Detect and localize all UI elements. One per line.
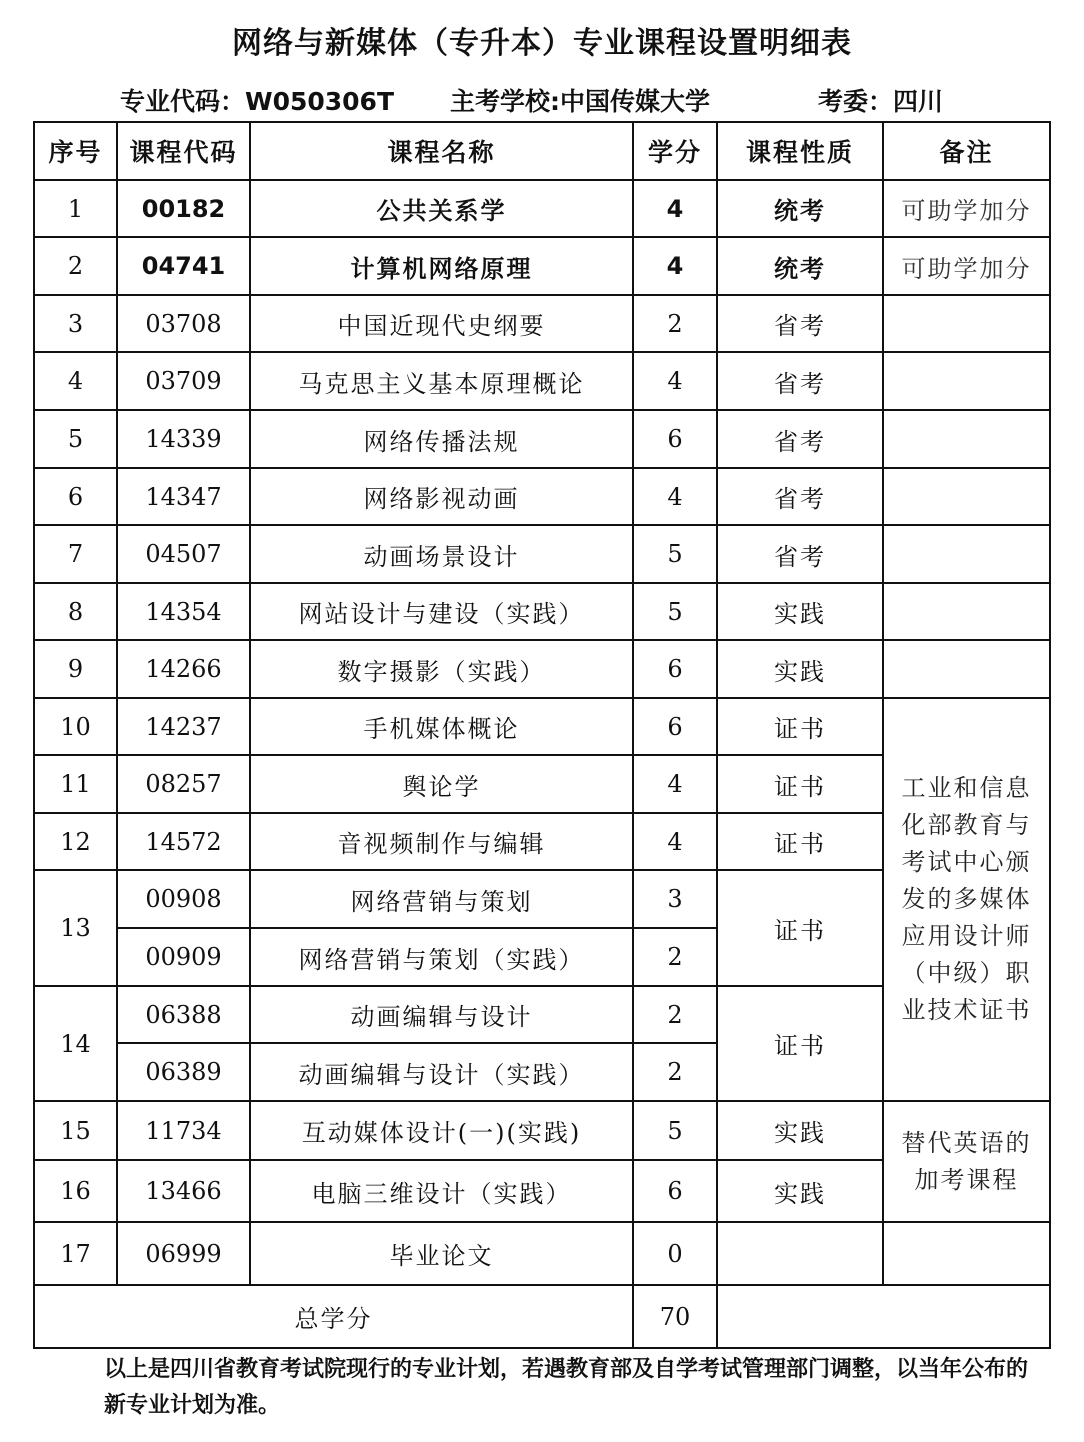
cell-code: 06389 [117,1043,250,1101]
header-type: 课程性质 [717,122,883,180]
cell-no: 1 [34,180,117,237]
table-row [34,352,1050,410]
cell-type: 证书 [717,755,883,813]
cell-code: 03708 [117,295,250,352]
cell-no: 7 [34,525,117,583]
total-label: 总学分 [34,1285,633,1348]
cell-credit: 0 [633,1222,717,1285]
cell-note: 可助学加分 [883,180,1050,237]
cell-credit: 4 [633,352,717,410]
cell-name: 网络影视动画 [250,468,633,525]
cell-name: 动画编辑与设计 [250,986,633,1043]
cell-code: 14347 [117,468,250,525]
cell-name: 电脑三维设计（实践） [250,1160,633,1222]
cell-type: 统考 [717,180,883,237]
cell-credit: 4 [633,468,717,525]
footer-note: 以上是四川省教育考试院现行的专业计划，若遇教育部及自学考试管理部门调整，以当年公布的新专业计划为准。 [104,1357,1029,1418]
cell-type: 省考 [717,525,883,583]
cell-credit: 5 [633,583,717,640]
cell-code: 04741 [117,237,250,295]
cell-credit: 2 [633,986,717,1043]
cell-code: 06999 [117,1222,250,1285]
cell-no: 13 [34,870,117,986]
cell-no: 2 [34,237,117,295]
cell-name: 数字摄影（实践） [250,640,633,698]
cell-no: 10 [34,698,117,755]
cell-credit: 4 [633,180,717,237]
cell-credit: 6 [633,1160,717,1222]
header-code: 课程代码 [117,122,250,180]
cell-type: 实践 [717,1160,883,1222]
cell-credit: 2 [633,1043,717,1101]
cell-type: 省考 [717,468,883,525]
course-table [33,121,1051,1349]
cell-code: 14237 [117,698,250,755]
table-row [34,295,1050,352]
cell-note [883,1222,1050,1285]
cell-type: 实践 [717,640,883,698]
table-row [34,180,1050,237]
cell-type: 省考 [717,295,883,352]
cell-no: 11 [34,755,117,813]
cell-credit: 6 [633,640,717,698]
header-note: 备注 [883,122,1050,180]
cell-credit: 6 [633,698,717,755]
table-row [34,1222,1050,1285]
cell-code: 00182 [117,180,250,237]
cell-type: 证书 [717,698,883,755]
cell-type: 实践 [717,583,883,640]
cell-credit: 2 [633,295,717,352]
cell-no: 4 [34,352,117,410]
cell-name: 手机媒体概论 [250,698,633,755]
total-empty [717,1285,1050,1348]
cell-name: 网络营销与策划 [250,870,633,928]
cell-credit: 2 [633,928,717,986]
cell-code: 06388 [117,986,250,1043]
cell-no: 14 [34,986,117,1101]
cell-name: 毕业论文 [250,1222,633,1285]
cell-credit: 5 [633,525,717,583]
cell-name: 音视频制作与编辑 [250,813,633,870]
header-no: 序号 [34,122,117,180]
exam-committee: 考委：四川 [818,87,944,116]
cell-type: 实践 [717,1101,883,1160]
cell-name: 舆论学 [250,755,633,813]
cell-no: 6 [34,468,117,525]
cell-name: 网站设计与建设（实践） [250,583,633,640]
cell-no: 17 [34,1222,117,1285]
cell-name: 动画编辑与设计（实践） [250,1043,633,1101]
table-row [34,640,1050,698]
total-row [34,1285,1050,1348]
cell-note [883,640,1050,698]
table-header-row [34,122,1050,180]
table-row [34,698,1050,755]
cell-credit: 6 [633,410,717,468]
cell-code: 00909 [117,928,250,986]
cell-type: 统考 [717,237,883,295]
certificate-note: 工业和信息化部教育与考试中心颁发的多媒体应用设计师（中级）职业技术证书 [883,698,1050,1101]
cell-name: 网络营销与策划（实践） [250,928,633,986]
cell-name: 动画场景设计 [250,525,633,583]
cell-credit: 4 [633,237,717,295]
cell-code: 03709 [117,352,250,410]
cell-credit: 3 [633,870,717,928]
cell-note [883,468,1050,525]
cell-type: 省考 [717,410,883,468]
cell-name: 互动媒体设计(一)(实践) [250,1101,633,1160]
cell-credit: 5 [633,1101,717,1160]
cell-code: 14572 [117,813,250,870]
page-title: 网络与新媒体（专升本）专业课程设置明细表 [232,26,852,61]
cell-no: 8 [34,583,117,640]
cell-type: 证书 [717,870,883,986]
table-row [34,583,1050,640]
cell-no: 9 [34,640,117,698]
cell-credit: 4 [633,813,717,870]
table-row [34,1101,1050,1160]
cell-note [883,583,1050,640]
cell-credit: 4 [633,755,717,813]
english-replacement-note: 替代英语的加考课程 [883,1101,1050,1222]
cell-code: 04507 [117,525,250,583]
table-row [34,237,1050,295]
cell-name: 计算机网络原理 [250,237,633,295]
cell-note [883,352,1050,410]
cell-code: 14266 [117,640,250,698]
cell-code: 11734 [117,1101,250,1160]
cell-code: 14354 [117,583,250,640]
cell-name: 公共关系学 [250,180,633,237]
cell-no: 15 [34,1101,117,1160]
cell-no: 5 [34,410,117,468]
cell-note [883,525,1050,583]
cell-code: 13466 [117,1160,250,1222]
table-row [34,410,1050,468]
cell-no: 16 [34,1160,117,1222]
header-credit: 学分 [633,122,717,180]
cell-note [883,410,1050,468]
table-row [34,525,1050,583]
cell-note: 可助学加分 [883,237,1050,295]
host-school: 主考学校:中国传媒大学 [450,87,710,116]
cell-no: 12 [34,813,117,870]
cell-name: 网络传播法规 [250,410,633,468]
header-name: 课程名称 [250,122,633,180]
cell-type: 省考 [717,352,883,410]
cell-name: 马克思主义基本原理概论 [250,352,633,410]
cell-code: 08257 [117,755,250,813]
cell-type: 证书 [717,813,883,870]
cell-note [883,295,1050,352]
cell-code: 14339 [117,410,250,468]
cell-no: 3 [34,295,117,352]
cell-type [717,1222,883,1285]
cell-code: 00908 [117,870,250,928]
cell-type: 证书 [717,986,883,1101]
total-value: 70 [633,1285,717,1348]
table-row [34,468,1050,525]
major-code: 专业代码：W050306T [120,87,394,116]
cell-name: 中国近现代史纲要 [250,295,633,352]
